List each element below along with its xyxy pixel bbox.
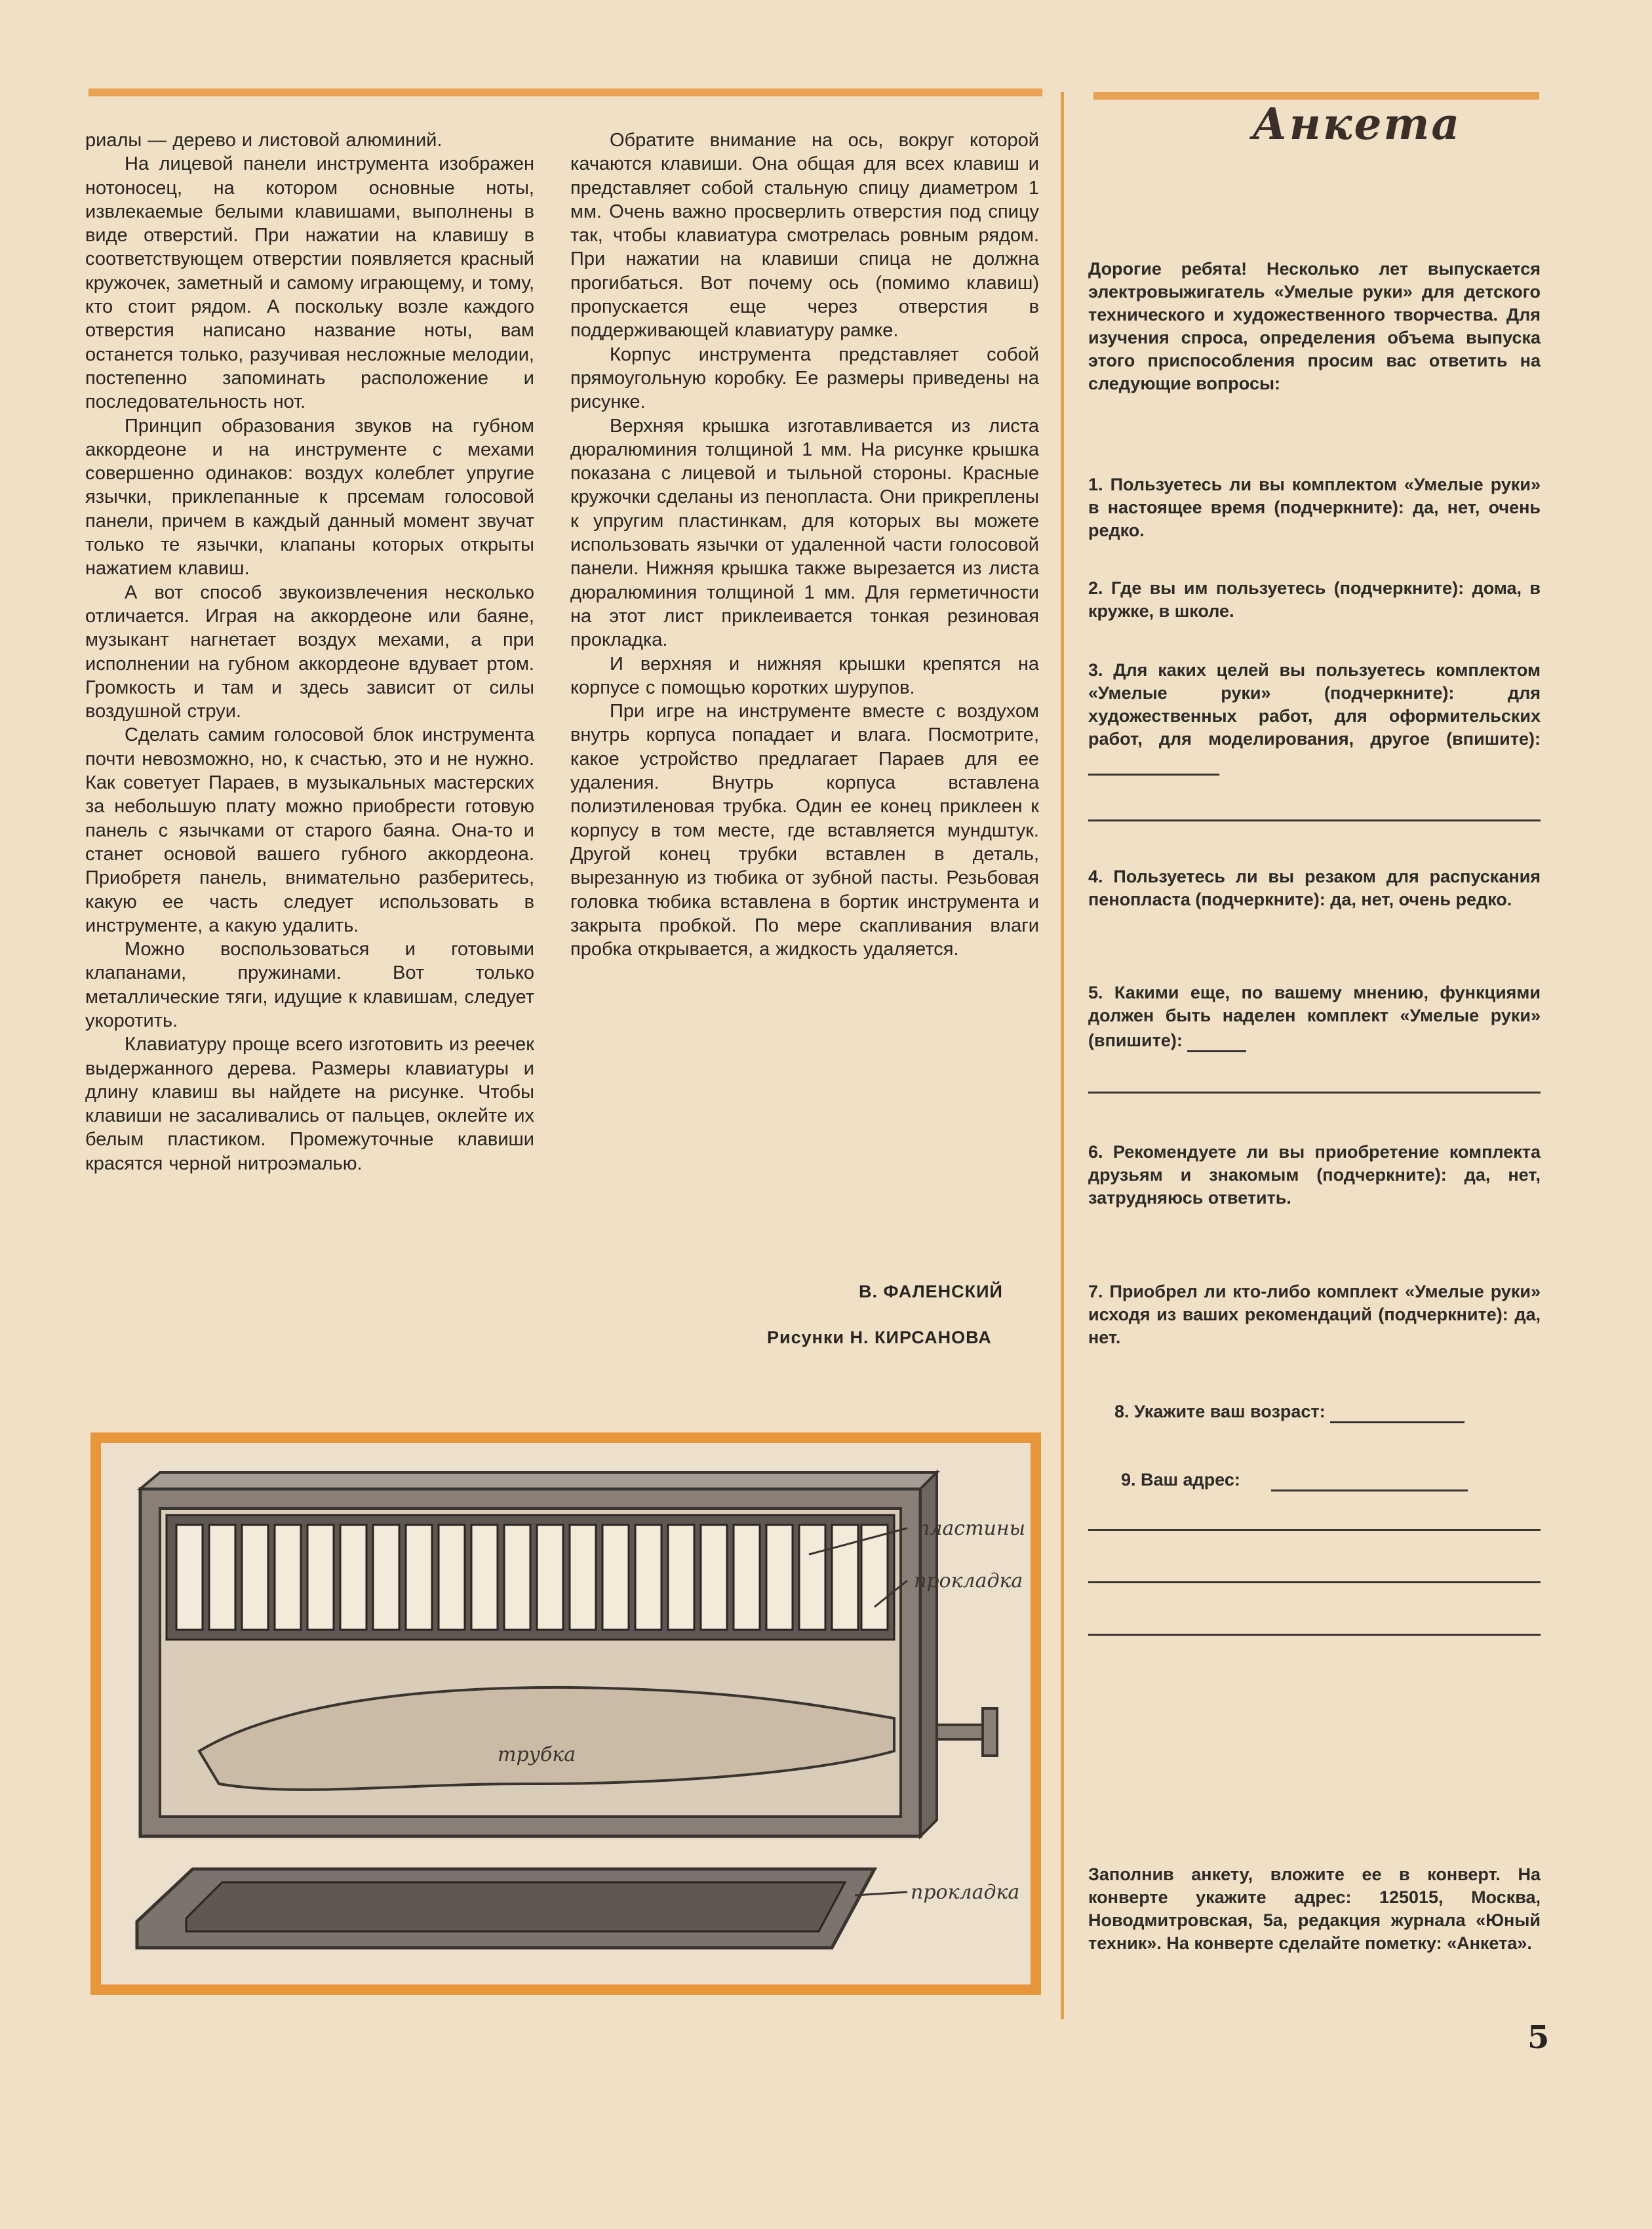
question-7-text: 7. Приобрел ли кто-либо комплект «Умелые руки» исходя из ваших рекомендаций (подчеркните): да, нет. [1088, 1282, 1541, 1347]
label-tube: трубка [498, 1743, 576, 1766]
page-number: 5 [1527, 2019, 1550, 2056]
paragraph: риалы — дерево и листовой алюминий. [85, 130, 442, 151]
answer-3-inline-field[interactable] [1088, 751, 1219, 776]
address-line-2[interactable] [1088, 1529, 1541, 1531]
footer-text: Заполнив анкету, вложите ее в конверт. На конверте укажите адрес: 125015, Москва, Новодмитровская, 5а, редакция журнала «Юный техник». На конверте сделайте пометку: «Анкета». [1088, 1864, 1541, 1953]
question-5-text [1088, 981, 1541, 1052]
instrument-illustration [90, 1432, 1041, 1995]
question-9-label: 9. Ваш адрес: [1121, 1470, 1240, 1489]
address-line-3[interactable] [1088, 1581, 1541, 1583]
question-7 [1088, 1280, 1541, 1349]
paragraph: Клавиатуру проще всего изготовить из реечек выдержанного дерева. Размеры клавиатуры и длину клавиш вы найдете на рисунке. Чтобы клавиши не засаливались от пальцев, оклейте их белым пластиком. Промежуточные клавиши красятся черной нитроэмалью. [85, 1034, 534, 1174]
question-4-text: 4. Пользуетесь ли вы резаком для распускания пенопласта (подчеркните): да, нет, очень редко. [1088, 867, 1541, 909]
question-8 [1114, 1398, 1541, 1423]
paragraph: И верхняя и нижняя крышки крепятся на корпусе с помощью коротких шурупов. [570, 653, 1039, 698]
answer-3-line[interactable] [1088, 819, 1541, 821]
question-8-label: 8. Укажите ваш возраст: [1114, 1402, 1326, 1421]
age-field[interactable] [1330, 1398, 1465, 1423]
paragraph: Обратите внимание на ось, вокруг которой качаются клавиши. Она общая для всех клавиш и представляет собой стальную спицу диаметром 1 мм. Очень важно просверлить отверстия под спицу так, чтобы клавиатура смотрелась ровным рядом. При нажатии на клавиши спица не должна прогибаться. Вот почему ось (помимо клавиш) пропускается еще через отверстия в поддерживающей клавиатуру рамке. [570, 130, 1039, 342]
questionnaire-intro [1088, 258, 1541, 395]
question-9-text [1121, 1467, 1541, 1491]
question-2 [1088, 577, 1541, 623]
question-1-text: 1. Пользуетесь ли вы комплектом «Умелые руки» в настоящее время (подчеркните): да, нет, очень редко. [1088, 475, 1541, 540]
question-5 [1088, 981, 1541, 1052]
author-credit: В. ФАЛЕНСКИЙ [859, 1282, 1003, 1301]
question-8-text [1114, 1398, 1541, 1423]
question-6 [1088, 1141, 1541, 1210]
answer-5-inline-field[interactable] [1187, 1027, 1246, 1052]
article-column-2 [570, 128, 1039, 961]
paragraph: Можно воспользоваться и готовыми клапанами, пружинами. Вот только металлические тяги, идущие к клавишам, следует укоротить. [85, 939, 534, 1031]
intro-text: Дорогие ребята! Несколько лет выпускается электровыжигатель «Умелые руки» для детского технического и художественного творчества. Для изучения спроса, определения объема выпуска этого приспособления просим вас ответить на следующие вопросы: [1088, 259, 1541, 393]
paragraph: На лицевой панели инструмента изображен нотоносец, на котором основные ноты, извлекаемые белыми клавишами, выполнены в виде отверстий. При нажатии на клавишу в соответствующем отверстии появляется красный кружочек, заметный и самому играющему, и тому, кто стоит рядом. А поскольку возле каждого отверстия написано название ноты, вам останется только, разучивая несложные мелодии, постепенно запоминать расположение и последовательность нот. [85, 153, 534, 413]
answer-5-line[interactable] [1088, 1092, 1541, 1094]
paragraph: Принцип образования звуков на губном аккордеоне и на инструменте с мехами совершенно одинаков: воздух колеблет упругие язычки, приклепанные к прсемам голосовой панели, причем в каждый данный момент звучат только те язычки, клапаны которых открыты нажатием клавиш. [85, 415, 534, 580]
questionnaire-footer [1088, 1863, 1541, 1955]
paragraph: Верхняя крышка изготавливается из листа дюралюминия толщиной 1 мм. На рисунке крышка показана с лицевой и тыльной стороны. Красные кружочки сделаны из пенопласта. Они прикреплены к упругим пластинкам, для которых вы можете использовать язычки от удаленной части голосовой панели. Нижняя крышка также вырезается из листа дюралюминия толщиной 1 мм. Для герметичности на этот лист приклеивается тонкая резиновая прокладка. [570, 415, 1039, 651]
address-field[interactable] [1271, 1467, 1468, 1491]
question-9 [1121, 1467, 1541, 1491]
question-6-text: 6. Рекомендуете ли вы приобретение комплекта друзьям и знакомым (подчеркните): да, нет, затрудняюсь ответить. [1088, 1142, 1541, 1208]
label-plates: пластины [917, 1517, 1026, 1540]
paragraph: Корпус инструмента представляет собой прямоугольную коробку. Ее размеры приведены на рисунке. [570, 344, 1039, 413]
question-4 [1088, 865, 1541, 911]
question-3-text [1088, 659, 1541, 776]
question-2-text: 2. Где вы им пользуетесь (подчеркните): дома, в кружке, в школе. [1088, 578, 1541, 621]
question-3-label: 3. Для каких целей вы пользуетесь комплектом «Умелые руки» (подчеркните): для художественных работ, для оформительских работ, для моделирования, другое (впишите): [1088, 660, 1541, 749]
top-rule-left [88, 89, 1042, 96]
paragraph: Сделать самим голосовой блок инструмента почти невозможно, но, к счастью, это и не нужно. Как советует Параев, в музыкальных мастерских за небольшую плату можно приобрести готовую панель с язычками от старого баяна. Она-то и станет основой вашего губного аккордеона. Приобретя панель, внимательно разберитесь, какую ее часть следует использовать в инструменте, а какую удалить. [85, 724, 534, 936]
column-divider [1061, 92, 1064, 2019]
question-3 [1088, 659, 1541, 776]
question-5-label: 5. Какими еще, по вашему мнению, функциями должен быть наделен комплект «Умелые руки» (впишите): [1088, 983, 1541, 1050]
address-line-4[interactable] [1088, 1634, 1541, 1636]
label-gasket-bottom: прокладка [911, 1881, 1020, 1904]
paragraph: А вот способ звукоизвлечения несколько отличается. Играя на аккордеоне или баяне, музыкант нагнетает воздух мехами, а при исполнении на губном аккордеоне вдувает ртом. Громкость и там и здесь зависит от силы воздушной струи. [85, 582, 534, 722]
question-1 [1088, 473, 1541, 542]
instrument-drawing [101, 1443, 1031, 1984]
questionnaire-title: Анкета [1252, 98, 1462, 149]
label-gasket-top: прокладка [914, 1569, 1023, 1592]
article-column-1 [85, 128, 534, 1175]
paragraph: При игре на инструменте вместе с воздухом внутрь корпуса попадает и влага. Посмотрите, какое устройство предлагает Параев для ее удаления. Внутрь корпуса вставлена полиэтиленовая трубка. Один ее конец приклеен к корпусу в том месте, где вставляется мундштук. Другой конец трубки вставлен в деталь, вырезанную из тюбика от зубной пасты. Резьбовая головка тюбика вставлена в бортик инструмента и закрыта пробкой. По мере скапливания влаги пробка открывается, а жидкость удаляется. [570, 701, 1039, 960]
illustrator-credit: Рисунки Н. КИРСАНОВА [767, 1328, 992, 1347]
